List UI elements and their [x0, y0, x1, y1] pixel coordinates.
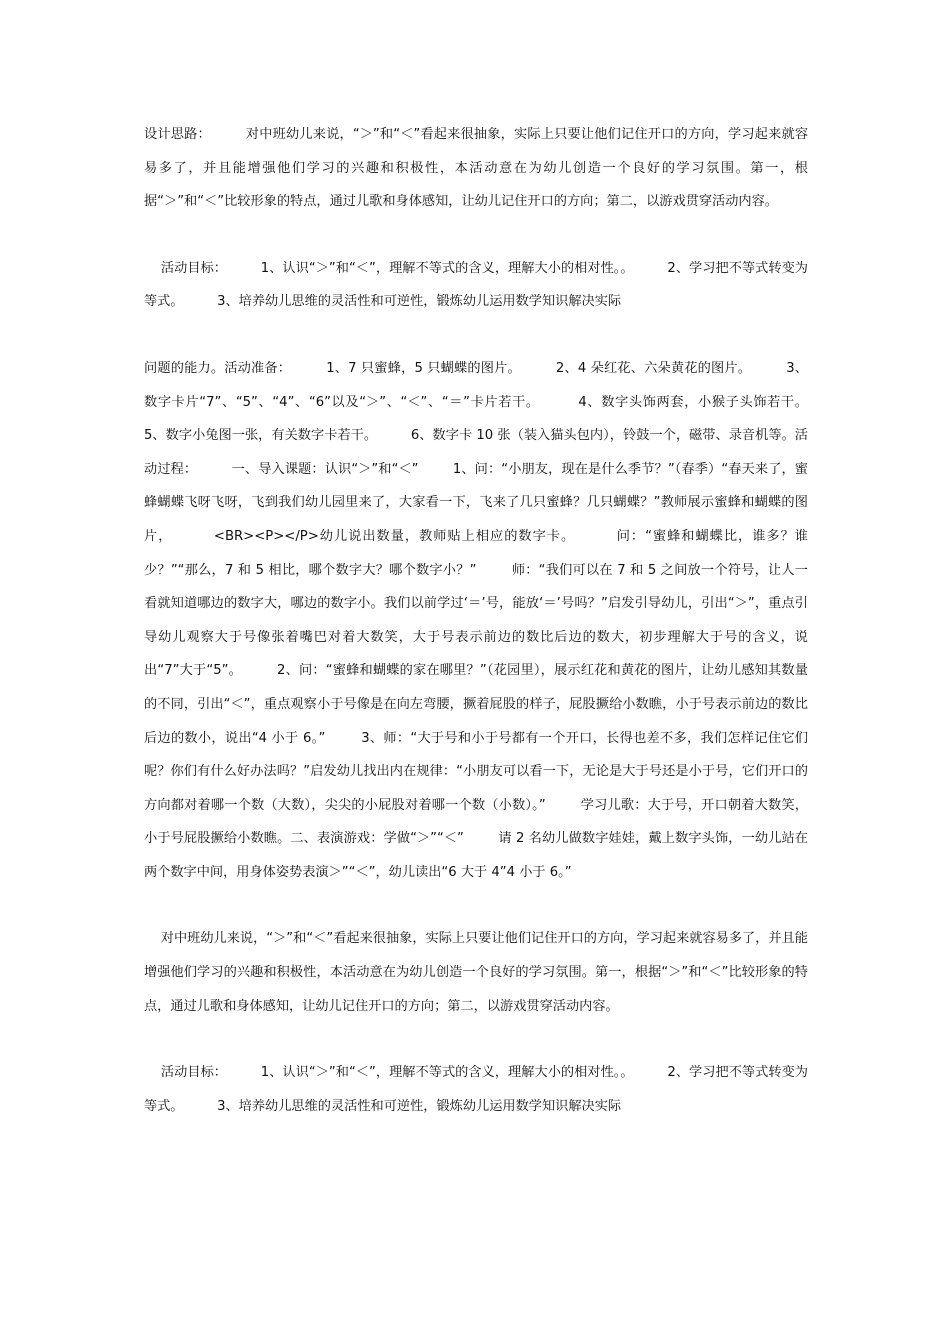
paragraph-gap	[144, 319, 808, 352]
paragraph-gap	[144, 219, 808, 252]
paragraph-gap	[144, 1023, 808, 1056]
document-page	[144, 118, 842, 1123]
paragraph-activity-process: 问题的能力。活动准备： 1、7 只蜜蜂，5 只蝴蝶的图片。 2、4 朵红花、六朵黄花的图片。 3、数字卡片“7”、“5”、“4”、“6”以及“＞”、“＜”、“＝”卡片若干。 4、数字头饰两套，小猴子头饰若干。 5、数字小兔图一张，有关数字卡若干。 6、数字卡 10 张（装入猫头包内），铃鼓一个，磁带、录音机等。活动过程： 一、导入课题：认识“＞”和“＜” 1、问：“小朋友，现在是什么季节？”（春季）“春天来了，蜜蜂蝴蝶飞呀飞呀，飞到我们幼儿园里来了，大家看一下，飞来了几只蜜蜂？几只蝴蝶？”教师展示蜜蜂和蝴蝶的图片， <BR><P></P>幼儿说出数量，教师贴上相应的数字卡。 问：“蜜蜂和蝴蝶比，谁多？谁少？”“那么，7 和 5 相比，哪个数字大？哪个数字小？” 师：“我们可以在 7 和 5 之间放一个符号，让人一看就知道哪边的数字大，哪边的数字小。我们以前学过‘＝’号，能放‘＝’号吗？”启发引导幼儿，引出“＞”，重点引导幼儿观察大于号像张着嘴巴对着大数笑，大于号表示前边的数比后边的数大，初步理解大于号的含义，说出“7”大于“5”。 2、问：“蜜蜂和蝴蝶的家在哪里？”（花园里），展示红花和黄花的图片，让幼儿感知其数量的不同，引出“＜”，重点观察小于号像是在向左弯腰，撅着屁股的样子，屁股撅给小数瞧，小于号表示前边的数比后边的数小，说出“4 小于 6。” 3、师：“大于号和小于号都有一个开口，长得也差不多，我们怎样记住它们呢？你们有什么好办法吗？”启发幼儿找出内在规律：“小朋友可以看一下，无论是大于号还是小于号，它们开口的方向都对着哪一个数（大数），尖尖的小屁股对着哪一个数（小数）。” 学习儿歌：大于号，开口朝着大数笑，小于号屁股撅给小数瞧。二、表演游戏：学做“＞”“＜” 请 2 名幼儿做数字娃娃，戴上数字头饰，一幼儿站在两个数字中间，用身体姿势表演＞”“＜”，幼儿读出“6 大于 4”4 小于 6。”	[144, 360, 842, 880]
paragraph-gap	[144, 889, 808, 922]
paragraph-activity-goals: 活动目标： 1、认识“＞”和“＜”，理解不等式的含义，理解大小的相对性。。 2、学习把不等式转变为等式。 3、培养幼儿思维的灵活性和可逆性，锻炼幼儿运用数学知识解决实际	[144, 260, 808, 310]
paragraph-design-idea: 设计思路： 对中班幼儿来说，“＞”和“＜”看起来很抽象，实际上只要让他们记住开口的方向，学习起来就容易多了，并且能增强他们学习的兴趣和积极性，本活动意在为幼儿创造一个良好的学习氛围。第一，根据“＞”和“＜”比较形象的特点，通过儿歌和身体感知，让幼儿记住开口的方向；第二，以游戏贯穿活动内容。	[144, 127, 808, 210]
paragraph-design-idea-repeat: 对中班幼儿来说，“＞”和“＜”看起来很抽象，实际上只要让他们记住开口的方向，学习起来就容易多了，并且能增强他们学习的兴趣和积极性，本活动意在为幼儿创造一个良好的学习氛围。第一，根据“＞”和“＜”比较形象的特点，通过儿歌和身体感知，让幼儿记住开口的方向；第二，以游戏贯穿活动内容。	[144, 931, 808, 1014]
paragraph-activity-goals-repeat: 活动目标： 1、认识“＞”和“＜”，理解不等式的含义，理解大小的相对性。。 2、学习把不等式转变为等式。 3、培养幼儿思维的灵活性和可逆性，锻炼幼儿运用数学知识解决实际	[144, 1065, 808, 1114]
